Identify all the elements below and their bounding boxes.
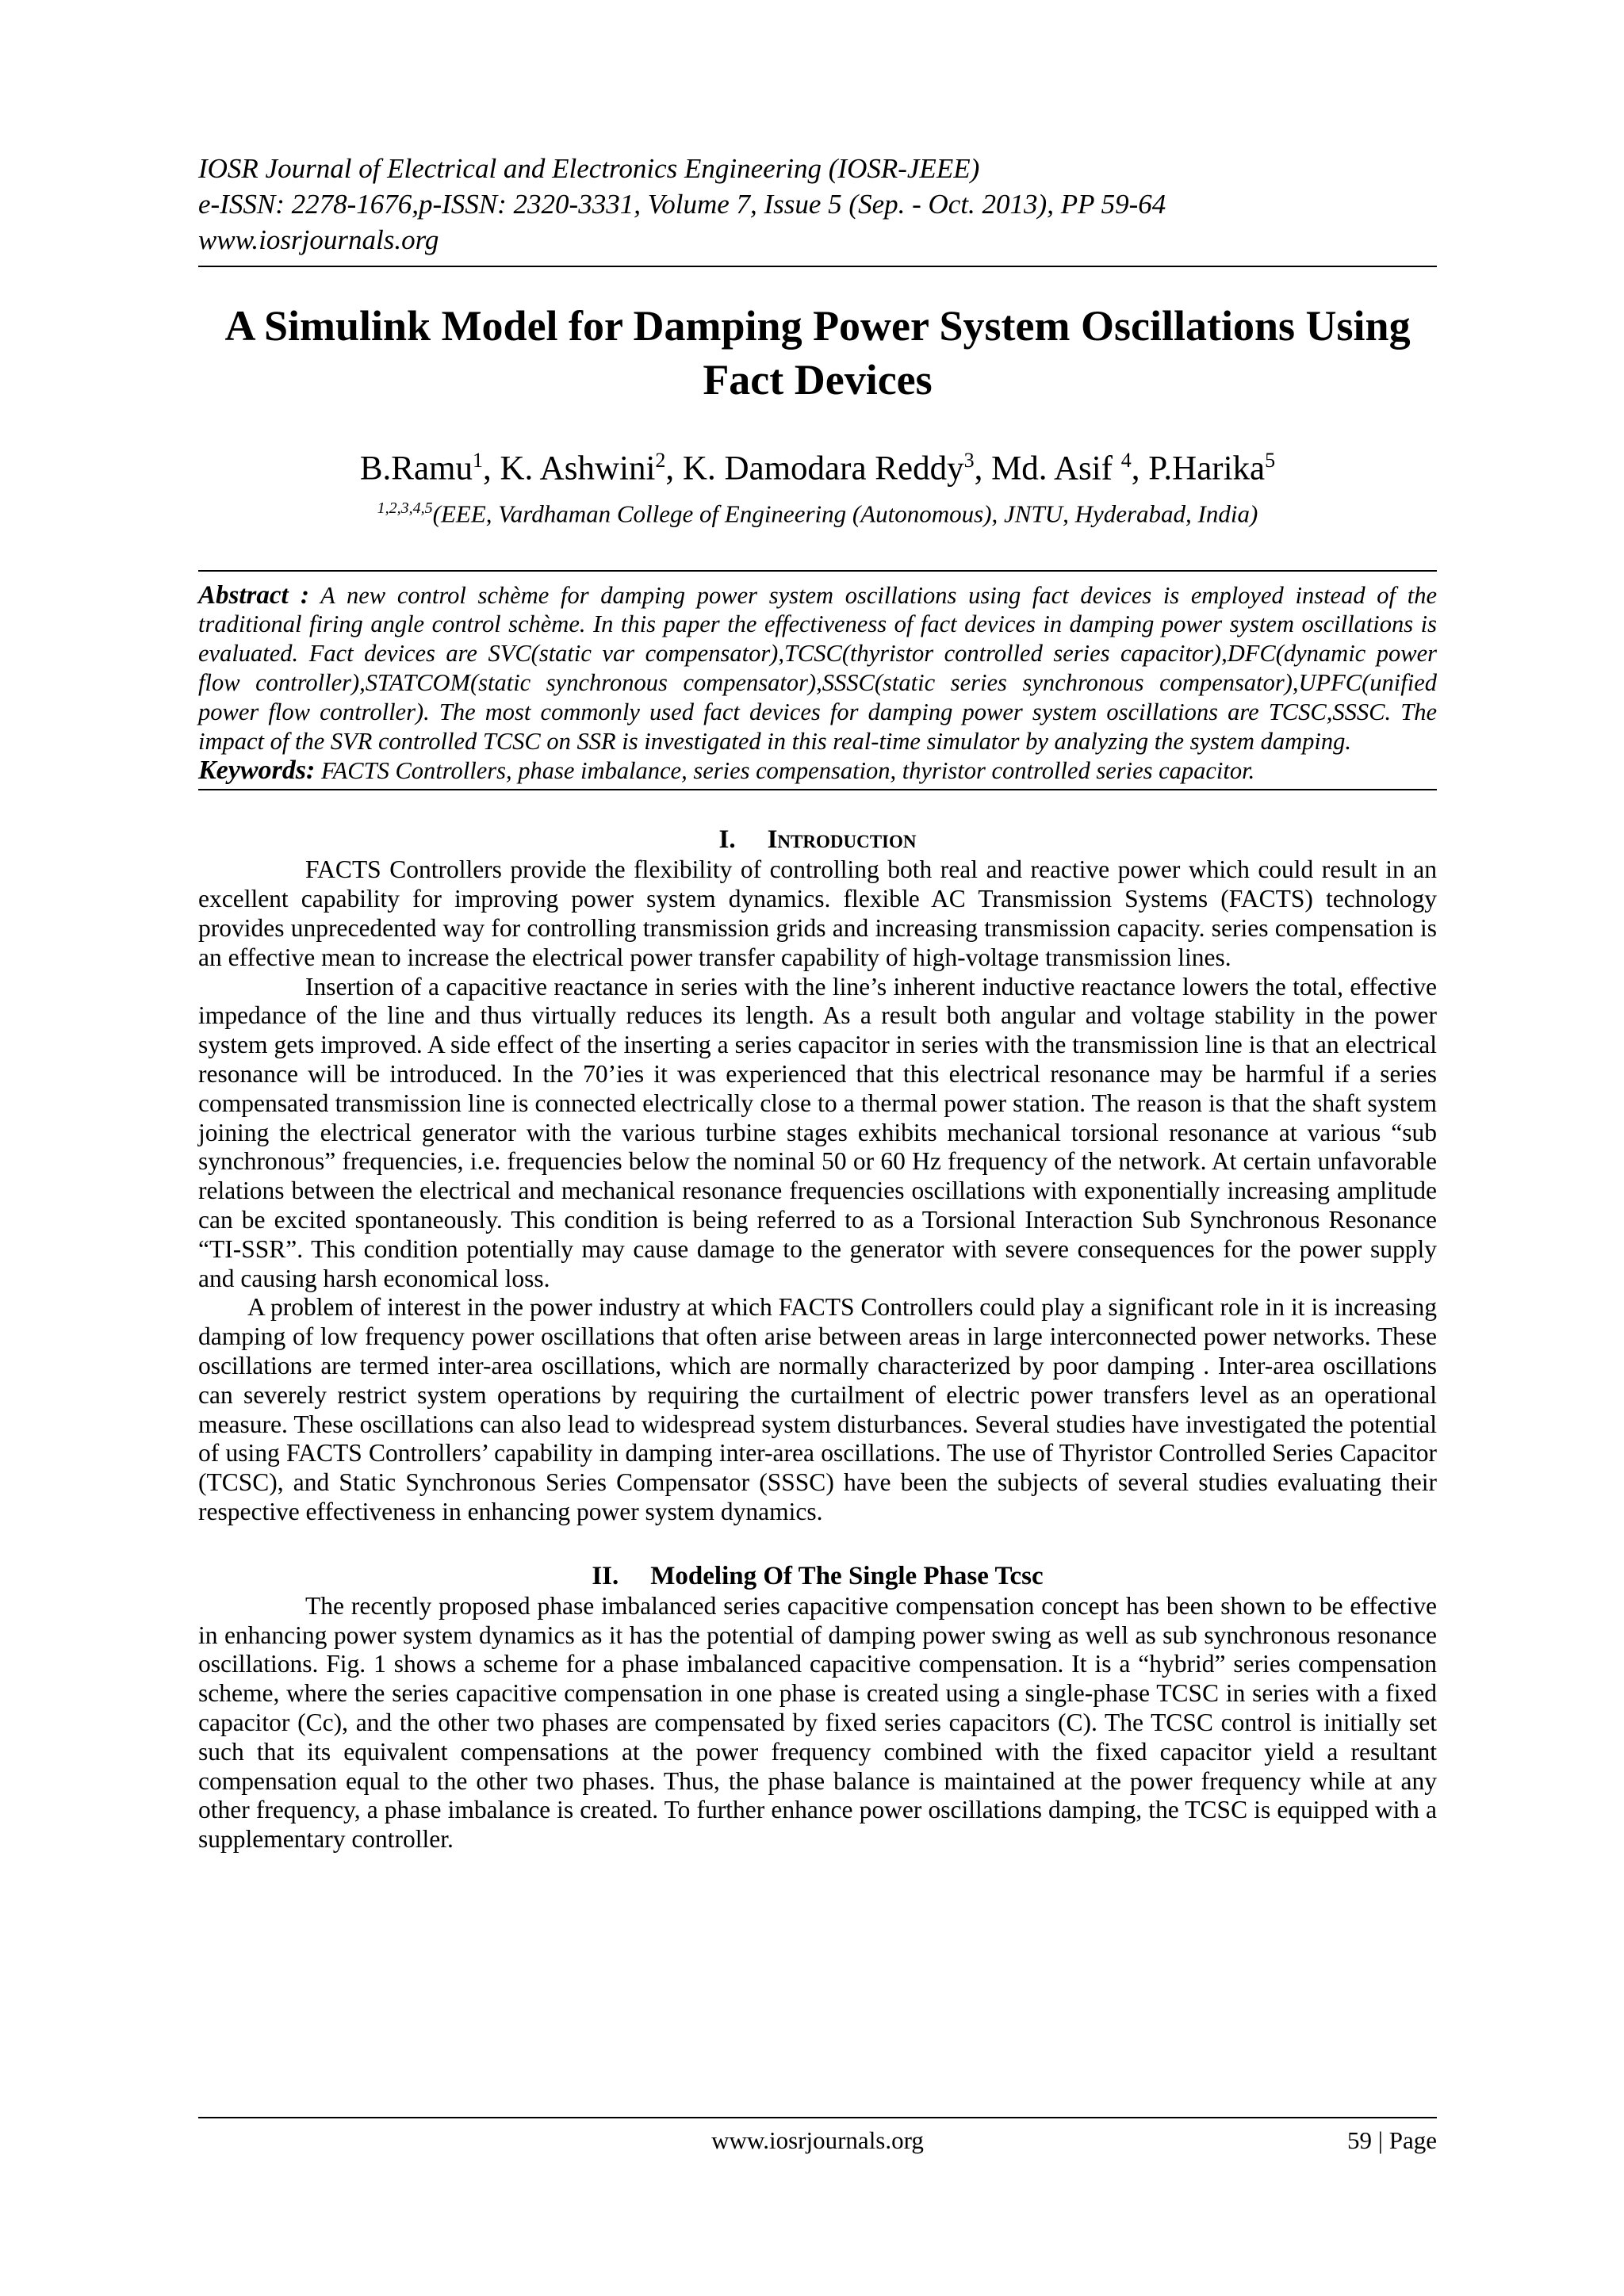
author-name: K. Ashwini: [500, 450, 656, 488]
page-number: 59 | Page: [1347, 2126, 1437, 2154]
footer-website[interactable]: www.iosrjournals.org: [711, 2126, 924, 2154]
footer-divider: [198, 2117, 1437, 2118]
body-paragraph: A problem of interest in the power industry at which FACTS Controllers could play a significant role in it is increasing damping of low frequency power oscillations that often arise between areas in large interconnected power networks. These oscillations are termed inter-area oscillations, which are normally characterized by poor damping . Inter-area oscillations can severely restrict system operations by requiring the curtailment of electric power transfers level as an operational measure. These oscillations can also lead to widespread system disturbances. Several studies have investigated the potential of using FACTS Controllers’ capability in damping inter-area oscillations. The use of Thyristor Controlled Series Capacitor (TCSC), and Static Synchronous Series Compensator (SSSC) have been the subjects of several studies evaluating their respective effectiveness in enhancing power system dynamics.: [198, 1293, 1437, 1525]
section-heading-introduction: [198, 824, 1437, 855]
section-number: II.: [592, 1561, 619, 1590]
section-number: I.: [718, 825, 736, 855]
abstract-label: Abstract :: [198, 580, 310, 610]
author-superscript: 1: [473, 449, 483, 472]
author-name: Md. Asif: [991, 450, 1121, 488]
author-name: K. Damodara Reddy: [682, 450, 964, 488]
affiliation-text: (EEE, Vardhaman College of Engineering (Autonomous), JNTU, Hyderabad, India): [432, 499, 1258, 528]
journal-website[interactable]: www.iosrjournals.org: [198, 224, 439, 255]
journal-header: [198, 151, 1437, 258]
paper-page: [198, 151, 1437, 1854]
affiliation: [198, 492, 1437, 530]
section-heading-modeling: [198, 1560, 1437, 1592]
author-superscript: 2: [655, 449, 666, 472]
paper-title-line-2: Fact Devices: [703, 356, 933, 404]
body-paragraph: Insertion of a capacitive reactance in series with the line’s inherent inductive reactance lowers the total, effective impedance of the line and thus virtually reduces its length. As a result both angular and voltage stability in the power system gets improved. A side effect of the inserting a series capacitor in series with the transmission line is that an electrical resonance will be introduced. In the 70’ies it was experienced that this electrical resonance may be harmful if a series compensated transmission line is connected electrically close to a thermal power station. The reason is that the shaft system joining the electrical generator with the various turbine stages exhibits mechanical torsional resonance at various “sub synchronous” frequencies, i.e. frequencies below the nominal 50 or 60 Hz frequency of the network. At certain unfavorable relations between the electrical and mechanical resonance frequencies oscillations with exponentially increasing amplitude can be excited spontaneously. This condition is being referred to as a Torsional Interaction Sub Synchronous Resonance “TI-SSR”. This condition potentially may cause damage to the generator with severe consequences for the power supply and causing harsh economical loss.: [198, 972, 1437, 1292]
journal-name: IOSR Journal of Electrical and Electronics Engineering (IOSR-JEEE): [198, 153, 980, 184]
author-superscript: 3: [963, 449, 975, 472]
paper-title-line-1: A Simulink Model for Damping Power System Oscillations Using: [224, 302, 1411, 350]
journal-issn: e-ISSN: 2278-1676,p-ISSN: 2320-3331, Volume 7, Issue 5 (Sep. - Oct. 2013), PP 59-64: [198, 189, 1166, 220]
section-body-introduction: [198, 855, 1437, 1526]
abstract-bottom-divider: [198, 789, 1437, 790]
abstract-section: [198, 570, 1437, 791]
abstract-text: A new control schème for damping power system oscillations using fact devices is employed instead of the traditional firing angle control schème. In this paper the effectiveness of fact devices in damping power system oscillations is evaluated. Fact devices are SVC(static var compensator),TCSC(thyristor controlled series capacitor),DFC(dynamic power flow controller),STATCOM(static synchronous compensator),SSSC(static series synchronous compensator),UPFC(unified power flow controller). The most commonly used fact devices for damping power system oscillations are TCSC,SSSC. The impact of the SVR controlled TCSC on SSR is investigated in this real-time simulator by analyzing the system damping.: [198, 581, 1437, 755]
body-paragraph: The recently proposed phase imbalanced series capacitive compensation concept has been shown to be effective in enhancing power system dynamics as it has the potential of damping power swing as well as sub synchronous resonance oscillations. Fig. 1 shows a scheme for a phase imbalanced capacitive compensation. It is a “hybrid” series compensation scheme, where the series capacitive compensation in one phase is created using a single-phase TCSC in series with a fixed capacitor (Cc), and the other two phases are compensated by fixed series capacitors (C). The TCSC control is initially set such that its equivalent compensations at the power frequency combined with the fixed capacitor yield a resultant compensation equal to the other two phases. Thus, the phase balance is maintained at the power frequency while at any other frequency, a phase imbalance is created. To further enhance power oscillations damping, the TCSC is equipped with a supplementary controller.: [198, 1591, 1437, 1854]
keywords-paragraph: [198, 756, 1437, 789]
keywords-label: Keywords:: [198, 756, 316, 786]
section-body-modeling: [198, 1592, 1437, 1854]
author-superscript: 5: [1265, 449, 1276, 472]
body-paragraph: FACTS Controllers provide the flexibility of controlling both real and reactive power which could result in an excellent capability for improving power system dynamics. flexible AC Transmission Systems (FACTS) technology provides unprecedented way for controlling transmission grids and increasing transmission capacity. series compensation is an effective mean to increase the electrical power transfer capability of high-voltage transmission lines.: [198, 855, 1437, 971]
author-list: B.Ramu$^1$, K. Ashwini$^2$, K. Damodara Reddy$^3$, Md. Asif $^4$, P.Harika$^5$: [359, 449, 1276, 488]
author-name: P.Harika: [1148, 450, 1266, 488]
header-divider: [198, 266, 1437, 267]
affiliation-superscript: 1,2,3,4,5: [377, 499, 433, 518]
author-name: B.Ramu: [359, 450, 473, 488]
section-title: Modeling Of The Single Phase Tcsc: [650, 1561, 1044, 1590]
abstract-paragraph: [198, 572, 1437, 756]
author-superscript: 4: [1120, 449, 1132, 472]
section-title: Introduction: [767, 825, 917, 855]
keywords-text: FACTS Controllers, phase imbalance, series compensation, thyristor controlled series capacitor.: [315, 757, 1255, 785]
paper-title: [198, 299, 1437, 407]
